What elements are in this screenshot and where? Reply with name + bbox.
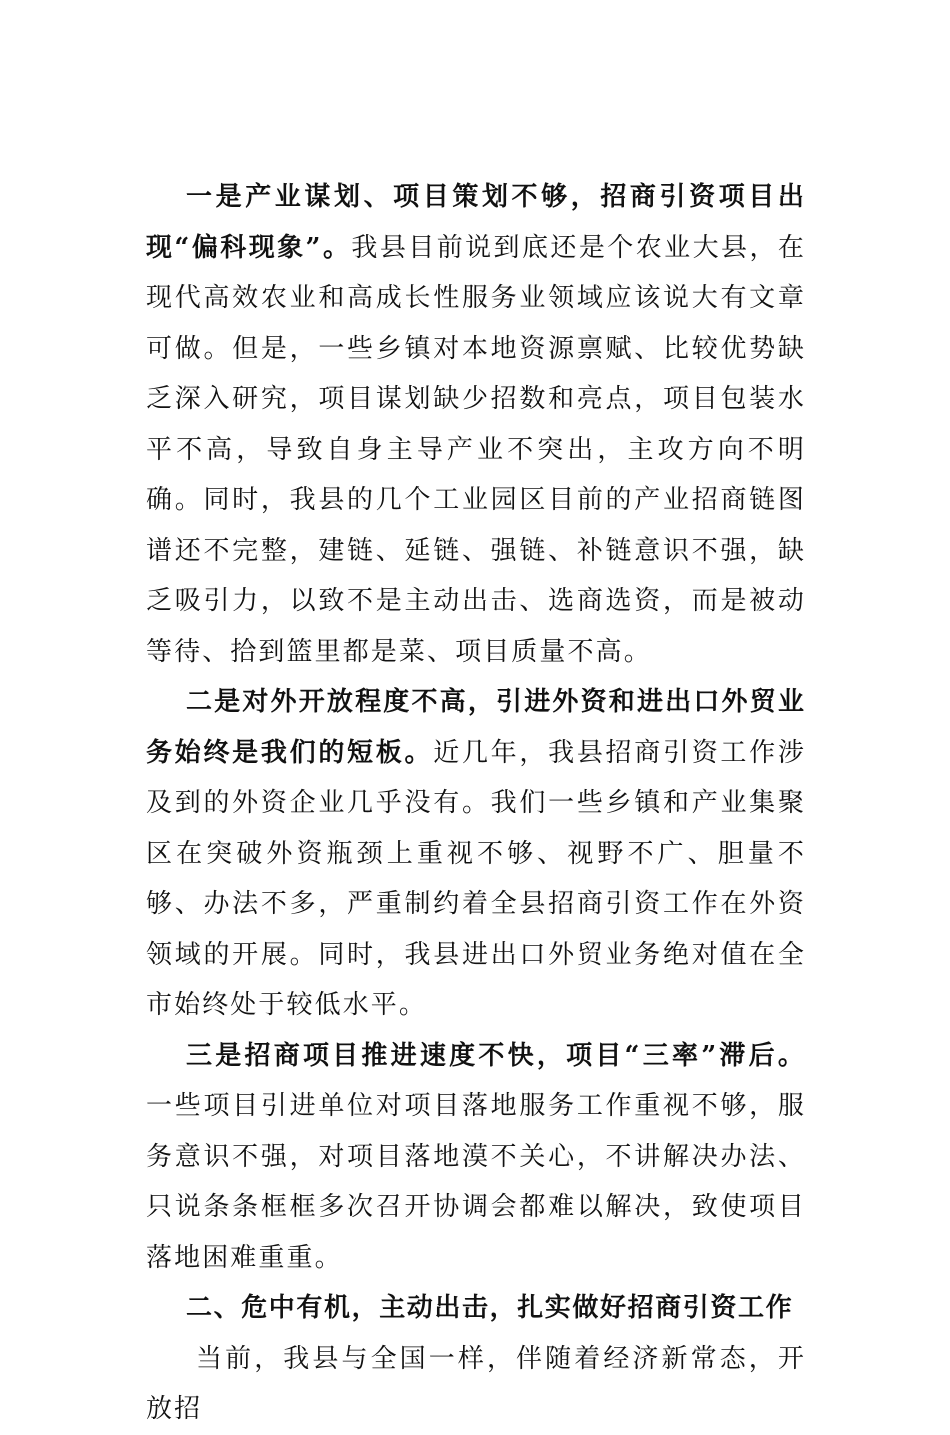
paragraph-1-body: 我县目前说到底还是个农业大县，在现代高效农业和高成长性服务业领域应该说大有文章可做。但是，一些乡镇对本地资源禀赋、比较优势缺乏深入研究，项目谋划缺少招数和亮点，项目包装水平不高，导致自身主导产业不突出，主攻方向不明确。同时，我县的几个工业园区目前的产业招商链图谱还不完整，建链、延链、强链、补链意识不强，缺乏吸引力，以致不是主动出击、选商选资，而是被动等待、拾到篮里都是菜、项目质量不高。 [146, 232, 806, 667]
paragraph-4: 当前，我县与全国一样，伴随着经济新常态，开放招 [146, 1343, 806, 1424]
section-heading: 二、危中有机，主动出击，扎实做好招商引资工作 [186, 1293, 794, 1323]
paragraph-2-body: 近几年，我县招商引资工作涉及到的外资企业几乎没有。我们一些乡镇和产业集聚区在突破外资瓶颈上重视不够、视野不广、胆量不够、办法不多，严重制约着全县招商引资工作在外资领域的开展。同时，我县进出口外贸业务绝对值在全市始终处于较低水平。 [146, 737, 806, 1020]
paragraph-1 [146, 172, 806, 677]
paragraph-2 [146, 677, 806, 1031]
document-page [146, 172, 806, 1435]
paragraph-3 [146, 1031, 806, 1284]
paragraph-2-lead: 二是对外开放程度不高，引进外资和进出口外贸业务始终是我们的短板。 [146, 687, 806, 768]
paragraph-3-body: 一些项目引进单位对项目落地服务工作重视不够，服务意识不强，对项目落地漠不关心，不讲解决办法、只说条条框框多次召开协调会都难以解决，致使项目落地困难重重。 [146, 1091, 806, 1273]
paragraph-1-lead: 一是产业谋划、项目策划不够，招商引资项目出现“偏科现象”。 [146, 182, 806, 263]
paragraph-3-lead: 三是招商项目推进速度不快，项目“三率”滞后。 [186, 1040, 806, 1071]
